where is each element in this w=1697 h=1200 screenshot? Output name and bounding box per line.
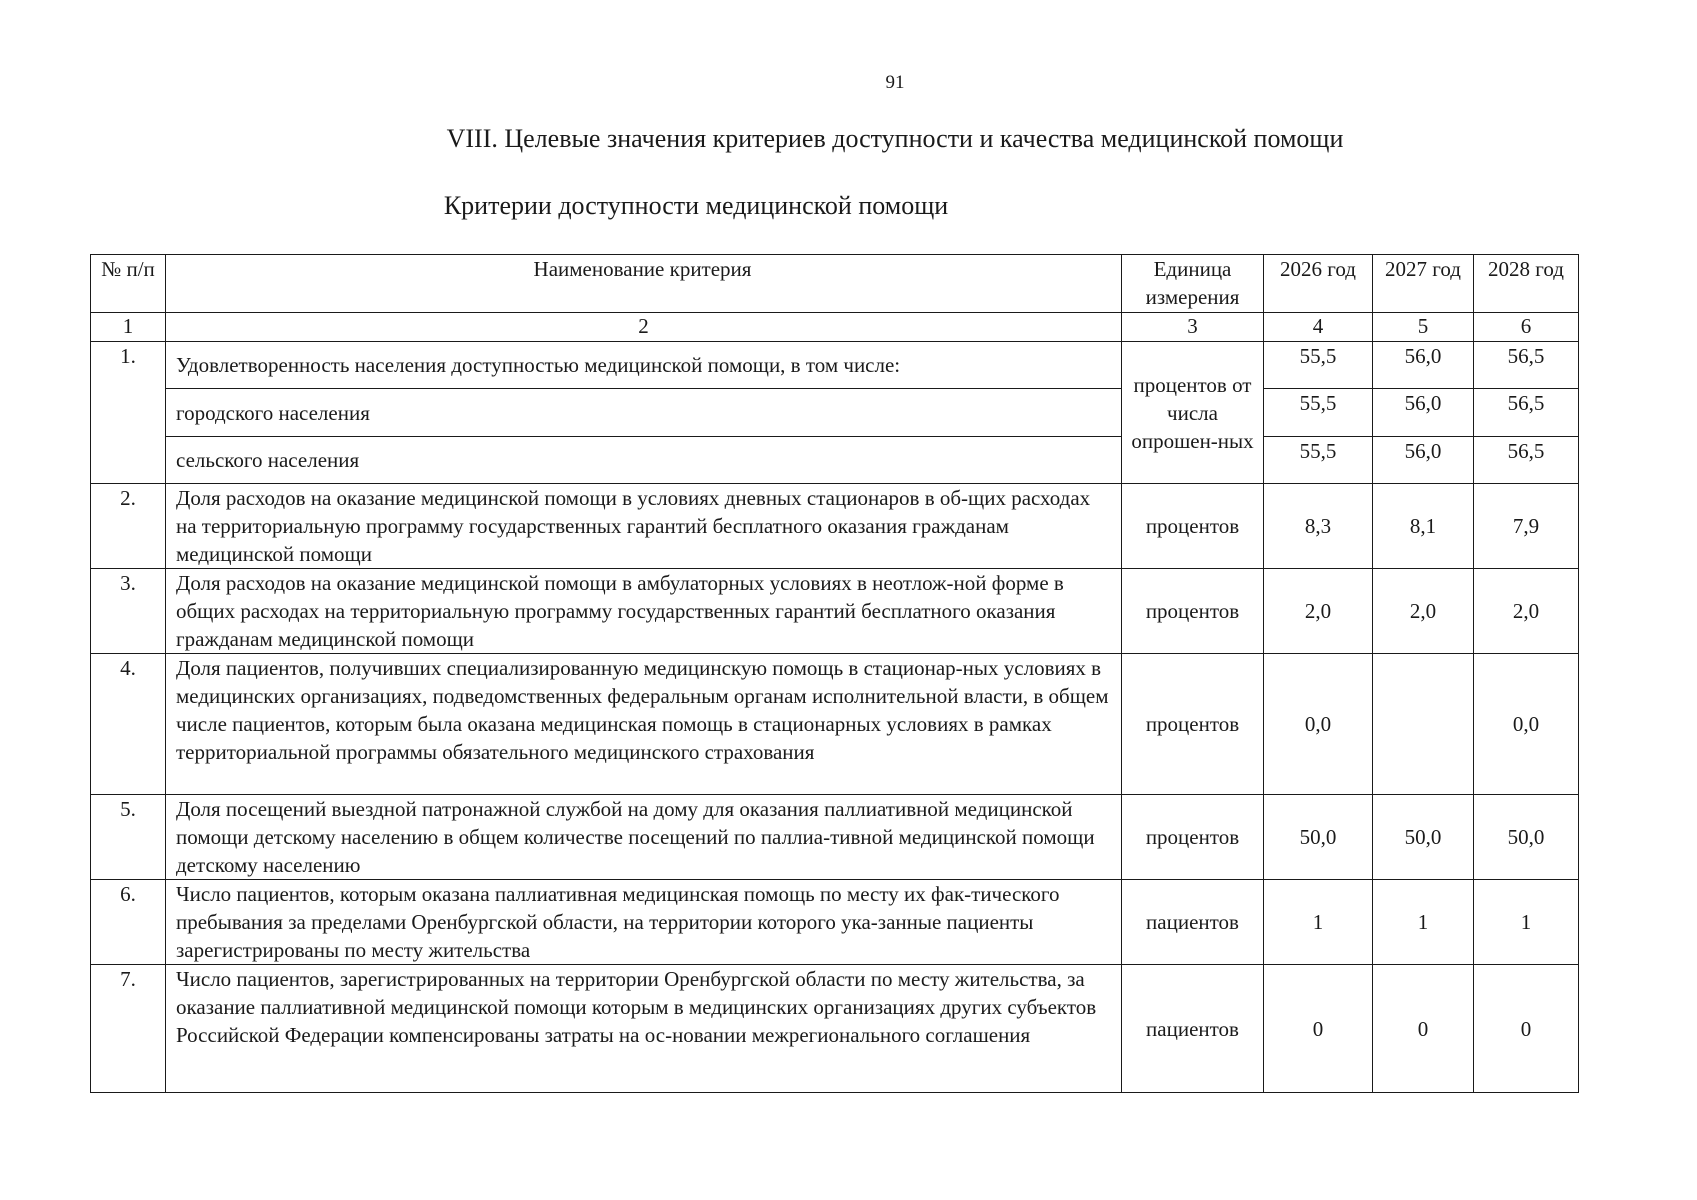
value-2028: 0,0	[1474, 654, 1579, 795]
value-2028: 2,0	[1474, 569, 1579, 654]
criterion-name: Число пациентов, зарегистрированных на территории Оренбургской области по месту жительства, за оказание паллиативной медицинской помощи которым в медицинских организациях других субъектов Российской Федерации компенсированы затраты на ос-новании межрегионального соглашения	[166, 965, 1122, 1093]
value-2026: 55,5	[1264, 437, 1373, 484]
header-name: Наименование критерия	[166, 255, 1122, 313]
value-2028: 0	[1474, 965, 1579, 1093]
value-2027: 56,0	[1373, 389, 1474, 437]
row-number: 5.	[91, 795, 166, 880]
value-2027: 0	[1373, 965, 1474, 1093]
value-2027: 56,0	[1373, 342, 1474, 389]
column-index: 4	[1264, 313, 1373, 342]
value-2028: 50,0	[1474, 795, 1579, 880]
unit-value: процентов	[1122, 795, 1264, 880]
value-2027: 56,0	[1373, 437, 1474, 484]
header-num: № п/п	[91, 255, 166, 313]
value-2028: 56,5	[1474, 342, 1579, 389]
table-row	[91, 569, 1579, 654]
criterion-name: Число пациентов, которым оказана паллиативная медицинская помощь по месту их фак-тического пребывания за пределами Оренбургской области, на территории которого ука-занные пациенты зарегистрированы по месту жительства	[166, 880, 1122, 965]
unit-value: процентов	[1122, 569, 1264, 654]
row-number: 1.	[91, 342, 166, 484]
table-title: Критерии доступности медицинской помощи	[443, 191, 949, 220]
value-2026: 2,0	[1264, 569, 1373, 654]
criterion-name: сельского населения	[166, 437, 1122, 484]
criterion-name: Удовлетворенность населения доступностью медицинской помощи, в том числе:	[166, 342, 1122, 389]
value-2026: 55,5	[1264, 389, 1373, 437]
row-number: 3.	[91, 569, 166, 654]
column-index: 2	[166, 313, 1122, 342]
unit-value: процентов	[1122, 654, 1264, 795]
value-2028: 7,9	[1474, 484, 1579, 569]
criteria-table	[90, 254, 1579, 1093]
criterion-name: городского населения	[166, 389, 1122, 437]
table-header-row	[91, 255, 1579, 313]
column-index: 5	[1373, 313, 1474, 342]
unit-value: процентов	[1122, 484, 1264, 569]
criterion-name: Доля посещений выездной патронажной службой на дому для оказания паллиативной медицинской помощи детскому населению в общем количестве посещений по паллиа-тивной медицинской помощи детскому населению	[166, 795, 1122, 880]
value-2027: 2,0	[1373, 569, 1474, 654]
table-row	[91, 342, 1579, 389]
section-title: VIII. Целевые значения критериев доступности и качества медицинской помощи	[446, 124, 1344, 153]
value-2026: 0,0	[1264, 654, 1373, 795]
row-number: 2.	[91, 484, 166, 569]
table-row	[91, 389, 1579, 437]
value-2026: 1	[1264, 880, 1373, 965]
column-index: 3	[1122, 313, 1264, 342]
row-number: 4.	[91, 654, 166, 795]
value-2026: 55,5	[1264, 342, 1373, 389]
value-2028: 1	[1474, 880, 1579, 965]
value-2026: 8,3	[1264, 484, 1373, 569]
unit-value: процентов от числа опрошен-ных	[1131, 372, 1254, 453]
value-2026: 0	[1264, 965, 1373, 1093]
unit-value: пациентов	[1122, 965, 1264, 1093]
header-2028: 2028 год	[1474, 255, 1579, 313]
table-row	[91, 795, 1579, 880]
header-unit: Единица измерения	[1122, 255, 1264, 313]
table-row	[91, 437, 1579, 484]
value-2028: 56,5	[1474, 437, 1579, 484]
value-2027: 50,0	[1373, 795, 1474, 880]
table-row	[91, 654, 1579, 795]
table-row	[91, 965, 1579, 1093]
value-2027: 8,1	[1373, 484, 1474, 569]
row-number: 7.	[91, 965, 166, 1093]
value-2026: 50,0	[1264, 795, 1373, 880]
value-2027	[1373, 654, 1474, 795]
table-row	[91, 484, 1579, 569]
unit-cell	[1122, 342, 1264, 484]
column-index: 1	[91, 313, 166, 342]
value-2027: 1	[1373, 880, 1474, 965]
page-number: 91	[885, 72, 905, 93]
criterion-name: Доля расходов на оказание медицинской помощи в условиях дневных стационаров в об-щих расходах на территориальную программу государственных гарантий бесплатного оказания гражданам медицинской помощи	[166, 484, 1122, 569]
value-2028: 56,5	[1474, 389, 1579, 437]
table-row	[91, 880, 1579, 965]
header-2026: 2026 год	[1264, 255, 1373, 313]
row-number: 6.	[91, 880, 166, 965]
header-2027: 2027 год	[1373, 255, 1474, 313]
column-index-row	[91, 313, 1579, 342]
unit-value: пациентов	[1122, 880, 1264, 965]
criterion-name: Доля пациентов, получивших специализированную медицинскую помощь в стационар-ных условиях в медицинских организациях, подведомственных федеральным органам исполнительной власти, в общем числе пациентов, которым была оказана медицинская помощь в стационарных условиях в рамках территориальной программы обязательного медицинского страхования	[166, 654, 1122, 795]
criterion-name: Доля расходов на оказание медицинской помощи в амбулаторных условиях в неотлож-ной форме в общих расходах на территориальную программу государственных гарантий бесплатного оказания гражданам медицинской помощи	[166, 569, 1122, 654]
column-index: 6	[1474, 313, 1579, 342]
